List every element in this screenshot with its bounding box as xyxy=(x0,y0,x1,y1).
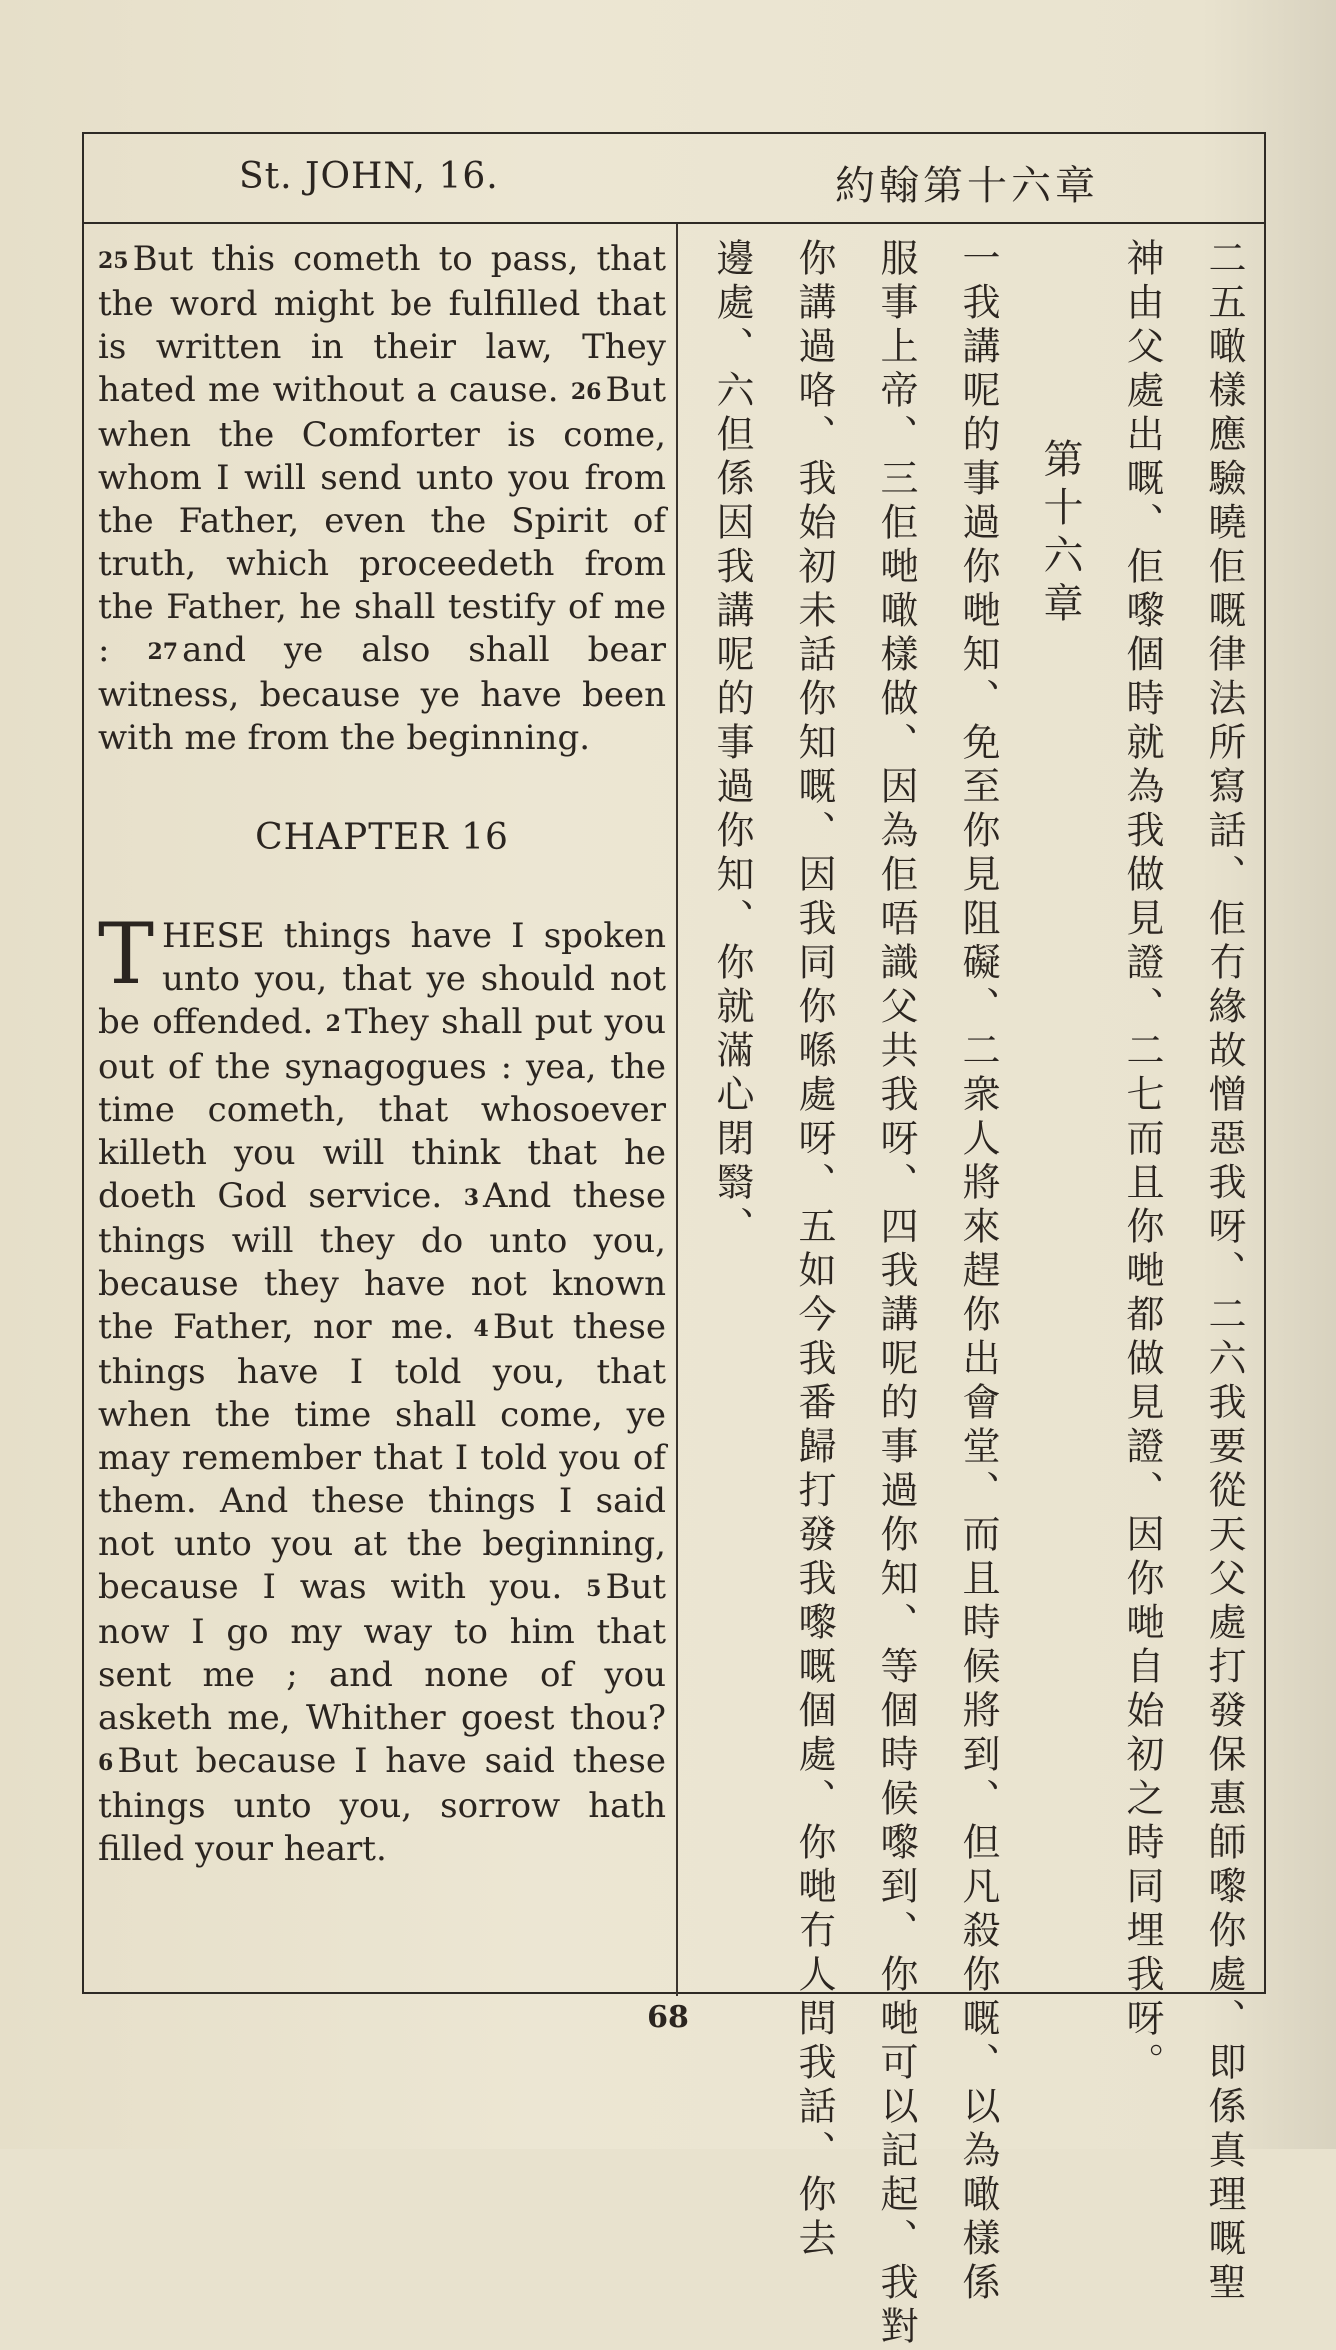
drop-cap: T xyxy=(98,905,155,1003)
verse-number: 4 xyxy=(473,1316,489,1342)
chapter-16-text xyxy=(98,905,667,1871)
verse-text: and ye also shall bear witness, because ye have been with me from the beginning. xyxy=(98,630,667,758)
verse-text: And these things will they do unto you, because they have not known the Father, nor me. xyxy=(98,1176,667,1347)
english-column xyxy=(98,238,666,1871)
chinese-chapter-heading: 第十六章 xyxy=(1037,438,1083,630)
chapter-heading: CHAPTER 16 xyxy=(255,817,509,858)
verse-text: But because I have said these things unto you, sorrow hath filled your heart. xyxy=(98,1741,666,1869)
verse-text: They shall put you out of the synagogues : yea, the time cometh, that whosoever killeth you will think that he doeth God service. xyxy=(98,1002,667,1216)
chinese-text-column: 神由父處出嘅、佢嚟個時就為我做見證、二七而且你哋都做見證、因你哋自始初之時同埋我呀。 xyxy=(1120,238,1164,2086)
verse-25-27 xyxy=(98,238,666,760)
verse-number: 6 xyxy=(98,1750,114,1776)
header-english-title: St. JOHN, 16. xyxy=(239,156,499,197)
chinese-text-column: 二五噉樣應驗曉佢嘅律法所寫話、佢冇緣故憎惡我呀、二六我要從天父處打發保惠師嚟你處、即係真理嘅聖 xyxy=(1202,238,1246,2306)
verse-number: 5 xyxy=(586,1576,602,1602)
column-divider xyxy=(676,224,678,1996)
header-chinese-title: 約翰第十六章 xyxy=(835,163,1099,209)
verse-number: 25 xyxy=(98,248,129,274)
verse-number: 2 xyxy=(325,1011,341,1037)
verse-text: HESE things have I spoken unto you, that ye should not be offended. xyxy=(98,916,666,1042)
verse-text: But this cometh to pass, that the word might be fulfilled that is written in their law, They hated me without a cause. xyxy=(98,239,666,410)
verse-number: 26 xyxy=(570,379,602,405)
running-header xyxy=(84,134,1264,224)
chinese-text-column: 你講過咯、我始初未話你知嘅、因我同你喺處呀、五如今我番歸打發我嚟嘅個處、你哋冇人問我話、你去 xyxy=(792,238,836,2262)
page-number: 68 xyxy=(647,2000,689,2035)
verse-text: But when the Comforter is come, whom I will send unto you from the Father, even the Spirit of truth, which proceedeth from the Father, he shall testify of me : xyxy=(98,370,666,670)
verse-text: But these things have I told you, that when the time shall come, ye may remember that I told you of them. And these things I said not unto you at the beginning, because I was with you. xyxy=(98,1307,666,1607)
chinese-text-column: 服事上帝、三佢哋噉樣做、因為佢唔識父共我呀、四我講呢的事過你知、等個時候嚟到、你哋可以記起、我對 xyxy=(874,238,918,2350)
chinese-text-column: 一我講呢的事過你哋知、免至你見阻礙、二衆人將來趕你出會堂、而且時候將到、但凡殺你嘅、以為噉樣係 xyxy=(956,238,1000,2306)
verse-text: But now I go my way to him that sent me ; and none of you asketh me, Whither goest thou? xyxy=(98,1567,666,1738)
chinese-column xyxy=(694,238,1254,2350)
verse-number: 3 xyxy=(463,1185,480,1211)
verse-number: 27 xyxy=(147,639,179,665)
chinese-text-column: 邊處、六但係因我講呢的事過你知、你就滿心閉翳、 xyxy=(710,238,754,1250)
